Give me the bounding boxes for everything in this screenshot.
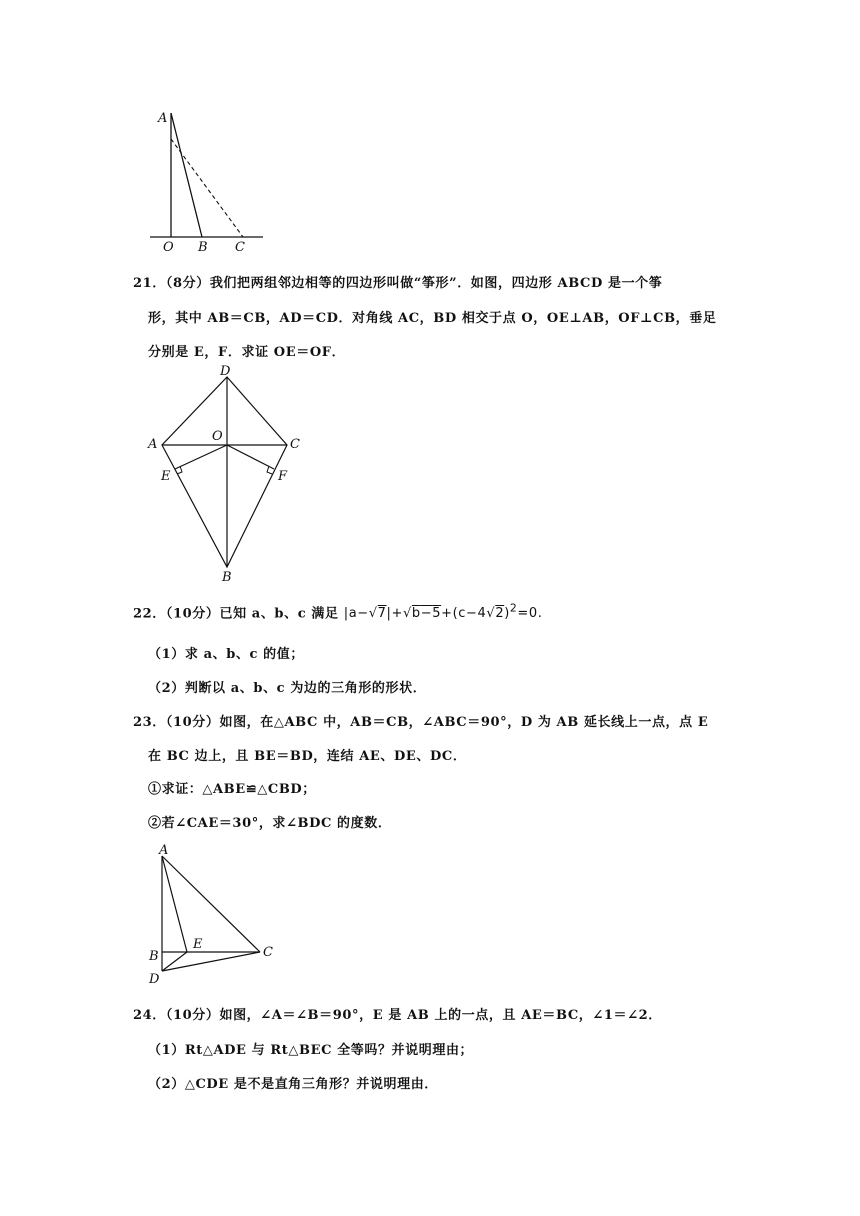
segment-ac	[162, 856, 260, 952]
label-C: C	[235, 240, 245, 255]
q23-line2: 在 BC 边上，且 BE＝BD，连结 AE、DE、DC．	[148, 749, 467, 764]
label-B: B	[222, 570, 232, 584]
segment-ae	[162, 856, 187, 952]
q22-part1: （1）求 a、b、c 的值；	[148, 647, 304, 662]
label-B: B	[149, 949, 159, 964]
q23-line1: 23．（10分）如图，在△ABC 中，AB＝CB，∠ABC＝90°，D 为 AB 延长线上一点，点 E	[133, 715, 709, 730]
q23-part1: ①求证：△ABE≌△CBD；	[148, 782, 316, 797]
label-D: D	[149, 972, 160, 987]
label-A: A	[148, 437, 158, 452]
q22-intro: 22．（10分）已知 a、b、c 满足	[133, 606, 339, 622]
q24-part1: （1）Rt△ADE 与 Rt△BEC 全等吗？并说明理由；	[148, 1043, 474, 1058]
label-O: O	[212, 429, 223, 444]
triangle-figure	[142, 840, 282, 988]
label-A: A	[158, 111, 168, 126]
label-O: O	[163, 240, 174, 255]
segment-dc	[162, 952, 260, 971]
q21-line3: 分别是 E，F．求证 OE＝OF．	[148, 345, 346, 360]
q24-part2: （2）△CDE 是不是直角三角形？并说明理由．	[148, 1077, 438, 1092]
label-E: E	[161, 469, 171, 484]
label-D: D	[220, 364, 231, 379]
q22-line	[133, 602, 542, 621]
q22-formula: $|a-√7|+√b-5+(c-4√2)^2=0$.	[343, 602, 543, 622]
segment-oe	[175, 445, 227, 469]
label-C: C	[263, 945, 273, 960]
kite-figure	[140, 362, 310, 584]
q22-part2: （2）判断以 a、b、c 为边的三角形的形状．	[148, 681, 427, 696]
q21-line2: 形，其中 AB＝CB，AD＝CD．对角线 AC，BD 相交于点 O，OE⊥AB，OF⊥CB，垂足	[148, 311, 717, 326]
q21-line1: 21．（8分）我们把两组邻边相等的四边形叫做“筝形”．如图，四边形 ABCD 是一个筝	[133, 276, 663, 291]
label-C: C	[290, 437, 300, 452]
ladder-figure	[145, 105, 275, 257]
q24-line1: 24．（10分）如图，∠A＝∠B＝90°，E 是 AB 上的一点，且 AE＝BC，∠1＝∠2．	[133, 1008, 662, 1023]
q23-part2: ②若∠CAE＝30°，求∠BDC 的度数．	[148, 816, 392, 831]
segment-of	[227, 445, 274, 469]
label-F: F	[278, 469, 288, 484]
label-B: B	[198, 240, 208, 255]
label-A: A	[159, 843, 169, 858]
label-E: E	[193, 937, 203, 952]
